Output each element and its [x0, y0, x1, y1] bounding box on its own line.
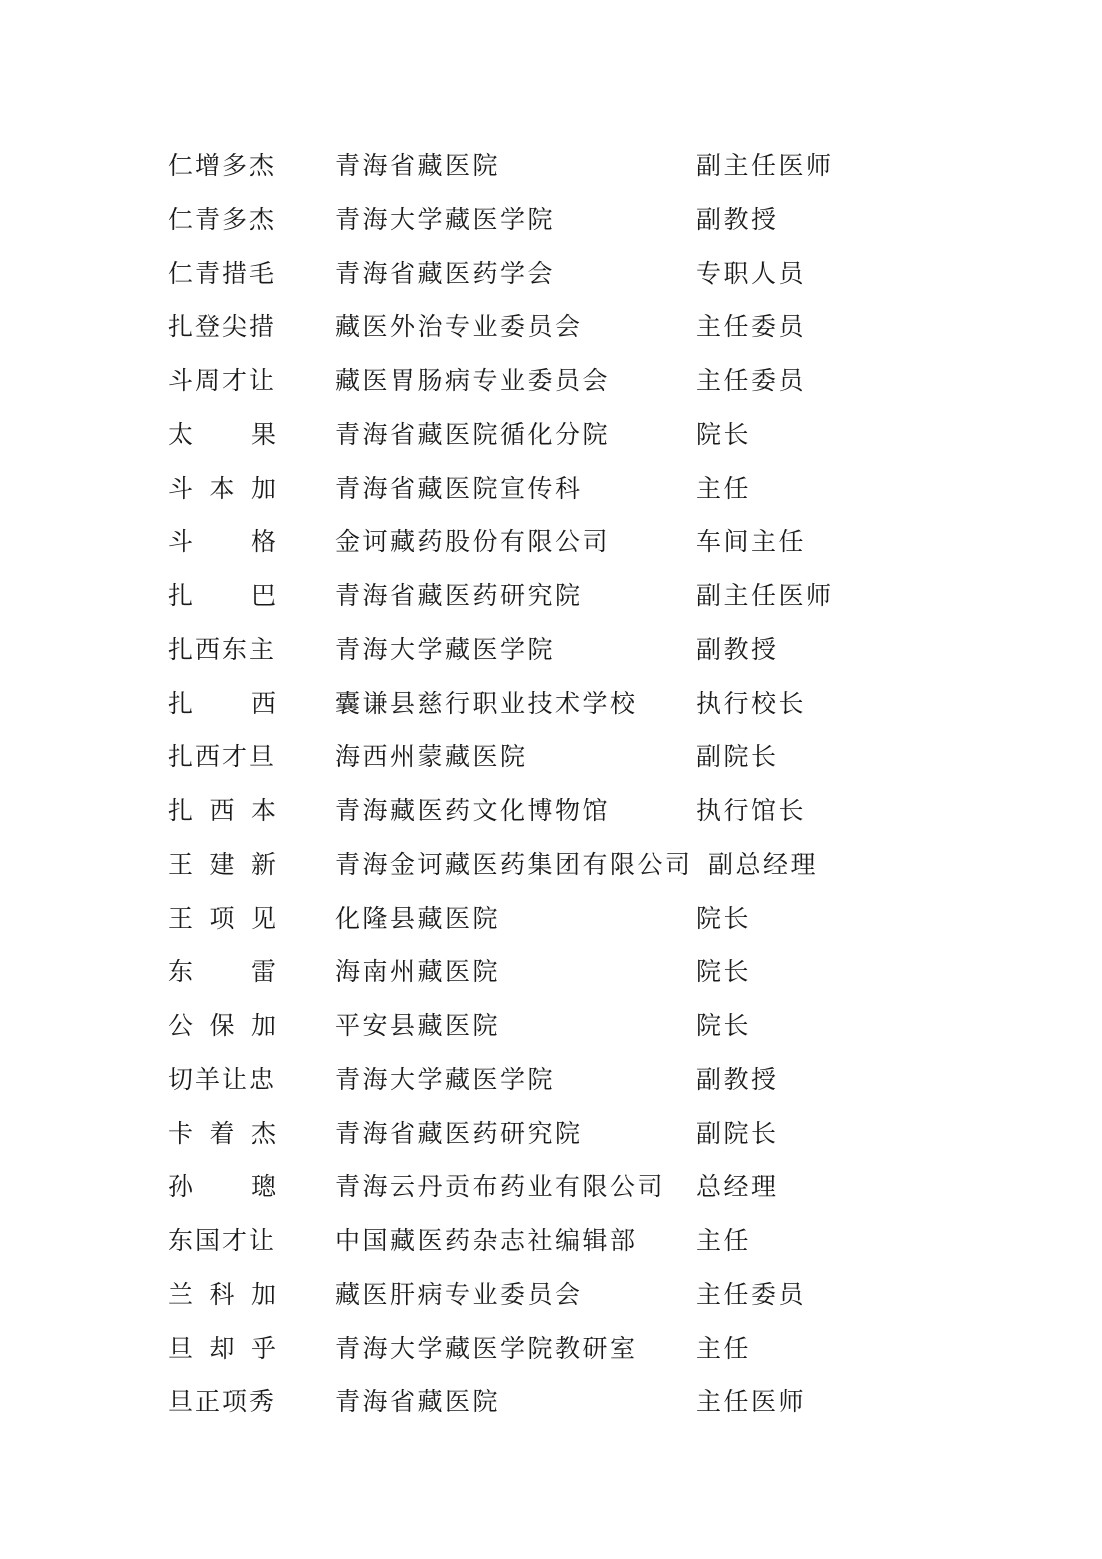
- member-organization: 青海云丹贡布药业有限公司: [335, 1172, 666, 1202]
- member-name: 斗 格: [168, 527, 276, 557]
- member-title: 主任: [696, 1333, 752, 1363]
- member-title: 副主任医师: [696, 581, 834, 610]
- member-organization: 藏医肝病专业委员会: [335, 1279, 583, 1309]
- member-organization: 青海大学藏医学院: [335, 634, 556, 664]
- member-title: 车间主任: [696, 527, 807, 557]
- list-item: [168, 1375, 888, 1429]
- member-name: 扎 西 东 主: [168, 634, 277, 664]
- member-title: 副院长: [696, 742, 779, 772]
- member-title: 主任: [696, 473, 752, 503]
- member-title: 执行校长: [696, 688, 807, 718]
- list-item: [168, 193, 888, 247]
- member-name: 切 羊 让 忠: [168, 1064, 277, 1094]
- member-name: 斗 本 加: [168, 473, 276, 503]
- member-name: 扎 西 才 旦: [168, 742, 277, 772]
- member-name: 王 项 见: [168, 903, 276, 933]
- member-title: 院长: [696, 903, 752, 933]
- member-name: 仁 增 多 杰: [168, 151, 277, 180]
- member-name: 王 建 新: [168, 849, 276, 879]
- list-item: [168, 247, 888, 301]
- member-title: 副教授: [696, 1064, 779, 1094]
- list-item: [168, 677, 888, 731]
- member-title: 副总经理: [708, 849, 819, 879]
- member-title: 主任委员: [696, 1279, 807, 1309]
- member-name: 卡 着 杰: [168, 1118, 276, 1148]
- member-title: 院长: [696, 1011, 752, 1040]
- member-title: 总经理: [696, 1172, 779, 1202]
- list-item: [168, 1053, 888, 1107]
- member-organization: 青海省藏医院: [335, 151, 501, 180]
- member-name: 旦 却 乎: [168, 1333, 276, 1363]
- member-name: 斗 周 才 让: [168, 366, 277, 395]
- list-item: [168, 999, 888, 1053]
- list-item: [168, 1214, 888, 1268]
- member-title: 副主任医师: [696, 151, 834, 180]
- list-item: [168, 515, 888, 569]
- list-item: [168, 892, 888, 946]
- list-item: [168, 408, 888, 462]
- member-title: 主任委员: [696, 312, 807, 342]
- member-name: 仁 青 多 杰: [168, 204, 277, 234]
- member-title: 执行馆长: [696, 796, 807, 825]
- member-organization: 中国藏医药杂志社编辑部: [335, 1226, 638, 1255]
- list-item: [168, 139, 888, 193]
- member-organization: 藏医外治专业委员会: [335, 312, 583, 342]
- member-name: 东 雷: [168, 957, 276, 987]
- member-name: 太 果: [168, 419, 276, 449]
- member-name: 仁 青 措 毛: [168, 258, 277, 288]
- member-title: 主任委员: [696, 366, 807, 395]
- list-item: [168, 1107, 888, 1161]
- list-item: [168, 730, 888, 784]
- member-title: 院长: [696, 957, 752, 987]
- list-item: [168, 462, 888, 516]
- member-organization: 青海大学藏医学院教研室: [335, 1333, 638, 1363]
- list-item: [168, 623, 888, 677]
- member-name: 扎 西: [168, 688, 276, 718]
- member-name: 扎 登 尖 措: [168, 312, 277, 342]
- list-item: [168, 1268, 888, 1322]
- member-title: 专职人员: [696, 258, 807, 288]
- member-organization: 青海金诃藏医药集团有限公司: [335, 849, 693, 879]
- list-item: [168, 354, 888, 408]
- member-name: 东 国 才 让: [168, 1226, 277, 1255]
- member-name: 兰 科 加: [168, 1279, 276, 1309]
- member-organization: 金诃藏药股份有限公司: [335, 527, 611, 557]
- member-organization: 青海大学藏医学院: [335, 1064, 556, 1094]
- list-item: [168, 838, 888, 892]
- member-organization: 青海省藏医院宣传科: [335, 473, 583, 503]
- member-list: [168, 139, 888, 1429]
- member-organization: 海南州藏医院: [335, 957, 501, 987]
- list-item: [168, 300, 888, 354]
- member-organization: 青海省藏医药研究院: [335, 581, 583, 610]
- list-item: [168, 945, 888, 999]
- list-item: [168, 1160, 888, 1214]
- member-title: 主任: [696, 1226, 752, 1255]
- member-title: 副教授: [696, 634, 779, 664]
- member-organization: 青海省藏医院: [335, 1387, 501, 1417]
- list-item: [168, 569, 888, 623]
- member-organization: 化隆县藏医院: [335, 903, 501, 933]
- member-name: 旦 正 项 秀: [168, 1387, 277, 1417]
- member-name: 扎 西 本: [168, 796, 276, 825]
- member-name: 孙 璁: [168, 1172, 276, 1202]
- list-item: [168, 1322, 888, 1376]
- member-organization: 囊谦县慈行职业技术学校: [335, 688, 638, 718]
- member-title: 院长: [696, 419, 752, 449]
- member-organization: 平安县藏医院: [335, 1011, 501, 1040]
- member-organization: 青海省藏医药研究院: [335, 1118, 583, 1148]
- member-organization: 青海省藏医院循化分院: [335, 419, 611, 449]
- member-title: 主任医师: [696, 1387, 807, 1417]
- member-organization: 海西州蒙藏医院: [335, 742, 528, 772]
- member-organization: 青海省藏医药学会: [335, 258, 556, 288]
- member-name: 扎 巴: [168, 581, 276, 610]
- member-title: 副院长: [696, 1118, 779, 1148]
- member-name: 公 保 加: [168, 1011, 276, 1040]
- member-title: 副教授: [696, 204, 779, 234]
- list-item: [168, 784, 888, 838]
- member-organization: 青海大学藏医学院: [335, 204, 556, 234]
- member-organization: 青海藏医药文化博物馆: [335, 796, 611, 825]
- member-organization: 藏医胃肠病专业委员会: [335, 366, 611, 395]
